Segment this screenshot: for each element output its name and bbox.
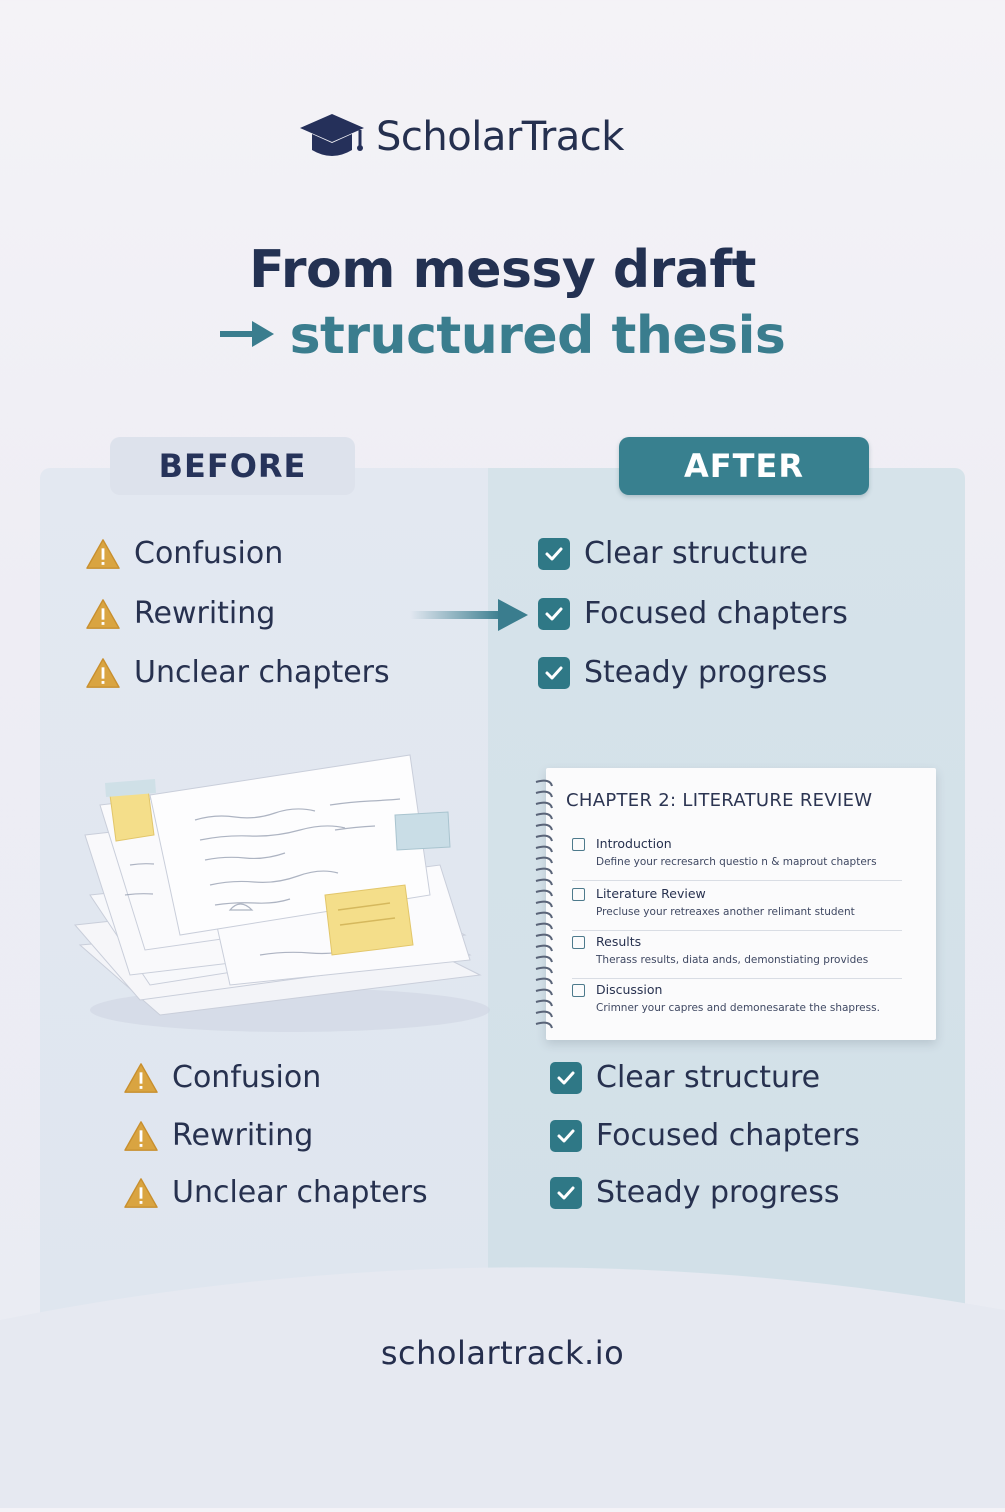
after-item [550, 1175, 840, 1210]
after-item-label: Steady progress [596, 1175, 840, 1210]
after-item [550, 1060, 820, 1095]
after-badge: AFTER [619, 437, 869, 495]
before-badge: BEFORE [110, 437, 355, 495]
after-item [538, 536, 808, 571]
checkbox-icon [572, 838, 585, 851]
notebook-section [572, 982, 902, 1026]
checkbox-icon [550, 1062, 582, 1094]
section-heading: Literature Review [596, 886, 706, 901]
section-heading: Introduction [596, 836, 672, 851]
graduation-cap-icon [298, 112, 366, 162]
footer-url[interactable]: scholartrack.io [380, 1334, 625, 1372]
chapter-notebook [528, 768, 936, 1040]
after-item-label: Focused chapters [584, 596, 848, 631]
checkbox-icon [550, 1177, 582, 1209]
headline-line2 [0, 306, 1005, 366]
checkbox-icon [538, 598, 570, 630]
before-item [124, 1118, 313, 1153]
section-heading: Results [596, 934, 642, 949]
transition-arrow-icon [410, 597, 530, 637]
headline-line1: From messy draft [249, 240, 756, 300]
before-item [86, 536, 283, 571]
notebook-title: CHAPTER 2: LITERATURE REVIEW [566, 790, 873, 811]
warning-icon [86, 537, 120, 571]
section-heading: Discussion [596, 982, 663, 997]
checkbox-icon [538, 657, 570, 689]
checkbox-icon [572, 888, 585, 901]
notebook-section [572, 836, 902, 881]
section-text: Therass results, diata ands, demonstiating provides [596, 954, 869, 966]
before-item [86, 596, 275, 631]
section-text: Define your recresarch questio n & maprout chapters [596, 856, 877, 868]
after-item [550, 1118, 860, 1153]
before-item-label: Confusion [172, 1060, 322, 1095]
brand-name: ScholarTrack [376, 114, 624, 160]
before-item-label: Unclear chapters [134, 655, 390, 690]
notebook-section [572, 886, 902, 931]
warning-icon [124, 1176, 158, 1210]
warning-icon [124, 1061, 158, 1095]
before-item [124, 1175, 428, 1210]
spiral-binding [532, 776, 554, 1036]
after-item-label: Clear structure [596, 1060, 821, 1095]
checkbox-icon [538, 538, 570, 570]
headline-line2-text: structured thesis [289, 306, 786, 366]
section-text: Precluse your retreaxes another relimant student [596, 906, 855, 918]
after-item [538, 596, 848, 631]
before-item-label: Rewriting [134, 596, 276, 631]
warning-icon [86, 597, 120, 631]
before-item-label: Confusion [134, 536, 284, 571]
after-item-label: Clear structure [584, 536, 809, 571]
before-item [86, 655, 390, 690]
before-item-label: Rewriting [172, 1118, 314, 1153]
before-item-label: Unclear chapters [172, 1175, 428, 1210]
messy-papers-illustration [70, 745, 490, 1035]
checkbox-icon [572, 936, 585, 949]
notebook-section [572, 934, 902, 979]
after-item [538, 655, 828, 690]
section-text: Crimner your capres and demonesarate the shapress. [596, 1002, 880, 1014]
checkbox-icon [572, 984, 585, 997]
after-item-label: Focused chapters [596, 1118, 860, 1153]
bottom-wave [0, 1240, 1005, 1508]
checkbox-icon [550, 1120, 582, 1152]
before-item [124, 1060, 321, 1095]
brand-logo [298, 112, 624, 162]
warning-icon [86, 656, 120, 690]
after-item-label: Steady progress [584, 655, 828, 690]
warning-icon [124, 1119, 158, 1153]
arrow-right-icon [220, 319, 276, 353]
